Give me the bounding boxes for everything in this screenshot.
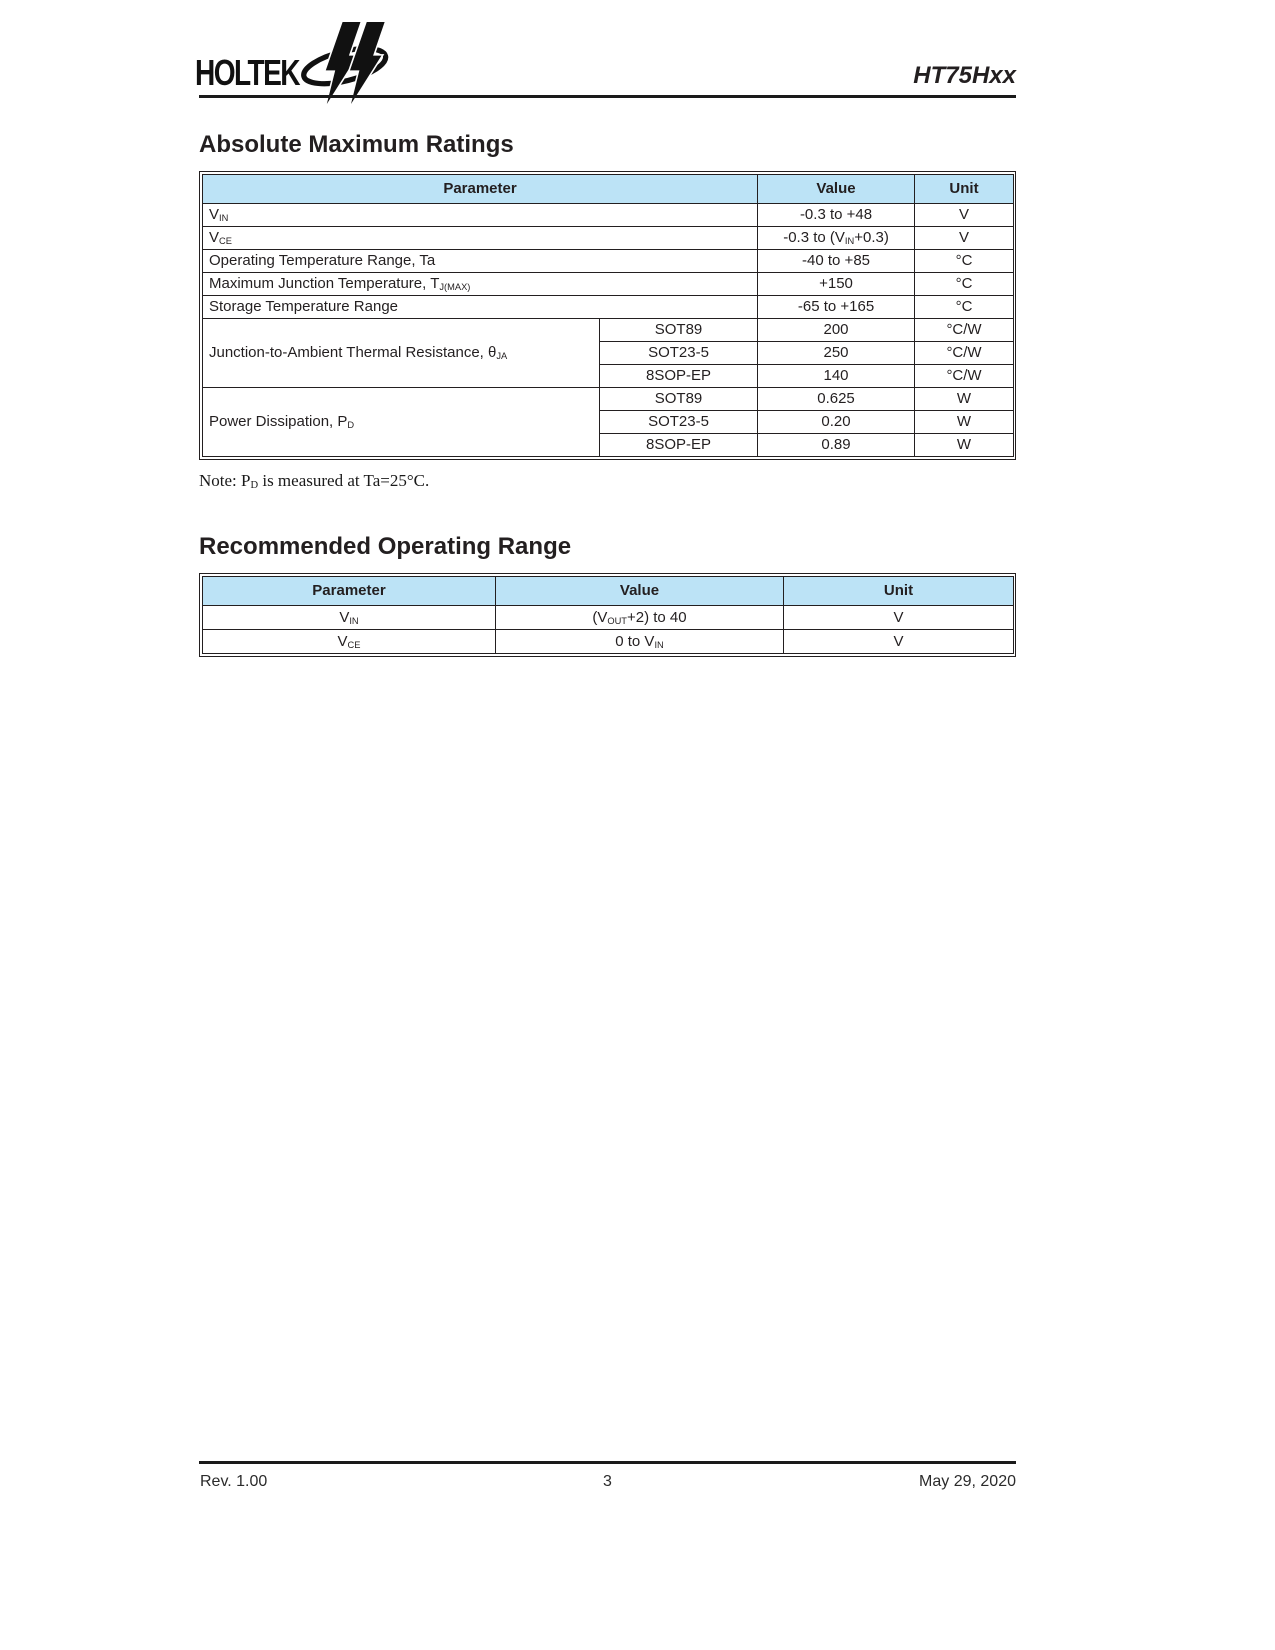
table-row	[203, 296, 1014, 319]
footer-page-number: 3	[603, 1473, 612, 1490]
unit-cell: °C	[915, 296, 1014, 319]
table-header-row	[203, 175, 1014, 204]
table-row	[203, 204, 1014, 227]
package-cell: SOT89	[600, 319, 758, 342]
footer-rule	[199, 1461, 1016, 1464]
parameter-group-cell: Junction-to-Ambient Thermal Resistance, $\theta_{JA}$	[203, 319, 600, 388]
unit-cell: W	[915, 411, 1014, 434]
value-cell: 0 to $V_{IN}$	[496, 630, 784, 654]
parameter-cell: Maximum Junction Temperature, $T_{J(MAX)}$	[203, 273, 758, 296]
page-footer	[199, 1461, 1016, 1493]
parameter-cell: $V_{CE}$	[203, 227, 758, 250]
parameter-cell: Storage Temperature Range	[203, 296, 758, 319]
recommended-operating-range-table	[202, 576, 1014, 654]
value-cell: -65 to +165	[758, 296, 915, 319]
section-title-absolute-maximum-ratings: Absolute Maximum Ratings	[199, 131, 514, 158]
column-header-parameter: Parameter	[203, 175, 758, 204]
table-header-row	[203, 577, 1014, 606]
section-title-recommended-operating-range: Recommended Operating Range	[199, 533, 572, 560]
unit-cell: °C	[915, 250, 1014, 273]
value-cell: 0.20	[758, 411, 915, 434]
holtek-wordmark: HOLTEK	[195, 52, 299, 93]
footer-date: May 29, 2020	[919, 1473, 1016, 1490]
footer-revision: Rev. 1.00	[200, 1473, 268, 1490]
unit-cell: V	[915, 227, 1014, 250]
package-cell: SOT23-5	[600, 342, 758, 365]
package-cell: 8SOP-EP	[600, 434, 758, 457]
value-cell: -0.3 to $(V_{IN}+0.3)$	[758, 227, 915, 250]
value-cell: 200	[758, 319, 915, 342]
value-cell: 0.625	[758, 388, 915, 411]
value-cell: +150	[758, 273, 915, 296]
value-cell: -40 to +85	[758, 250, 915, 273]
column-header-unit: Unit	[784, 577, 1014, 606]
table-row	[203, 388, 1014, 411]
document-title: HT75Hxx	[913, 62, 1016, 89]
page-content	[199, 0, 1016, 657]
table-row	[203, 606, 1014, 630]
recommended-operating-range-table-frame	[199, 573, 1016, 657]
value-cell: 250	[758, 342, 915, 365]
unit-cell: °C/W	[915, 319, 1014, 342]
table-row	[203, 273, 1014, 296]
parameter-cell: Operating Temperature Range, Ta	[203, 250, 758, 273]
value-cell: 140	[758, 365, 915, 388]
column-header-parameter: Parameter	[203, 577, 496, 606]
parameter-cell: $V_{IN}$	[203, 606, 496, 630]
column-header-unit: Unit	[915, 175, 1014, 204]
column-header-value: Value	[496, 577, 784, 606]
unit-cell: V	[784, 630, 1014, 654]
value-cell: 0.89	[758, 434, 915, 457]
value-cell: -0.3 to +48	[758, 204, 915, 227]
parameter-cell: $V_{CE}$	[203, 630, 496, 654]
unit-cell: °C/W	[915, 342, 1014, 365]
unit-cell: °C	[915, 273, 1014, 296]
table-row	[203, 630, 1014, 654]
column-header-value: Value	[758, 175, 915, 204]
unit-cell: °C/W	[915, 365, 1014, 388]
package-cell: SOT89	[600, 388, 758, 411]
package-cell: SOT23-5	[600, 411, 758, 434]
absolute-maximum-ratings-table	[202, 174, 1014, 457]
unit-cell: W	[915, 388, 1014, 411]
parameter-cell: $V_{IN}$	[203, 204, 758, 227]
value-cell: $(V_{OUT}+2)$ to 40	[496, 606, 784, 630]
unit-cell: W	[915, 434, 1014, 457]
table-row	[203, 319, 1014, 342]
unit-cell: V	[915, 204, 1014, 227]
absolute-maximum-ratings-table-frame	[199, 171, 1016, 460]
table-row	[203, 227, 1014, 250]
table-row	[203, 250, 1014, 273]
parameter-group-cell: Power Dissipation, $P_D$	[203, 388, 600, 457]
table-note: Note: $P_D$ is measured at Ta=25°C.	[199, 471, 430, 492]
unit-cell: V	[784, 606, 1014, 630]
package-cell: 8SOP-EP	[600, 365, 758, 388]
